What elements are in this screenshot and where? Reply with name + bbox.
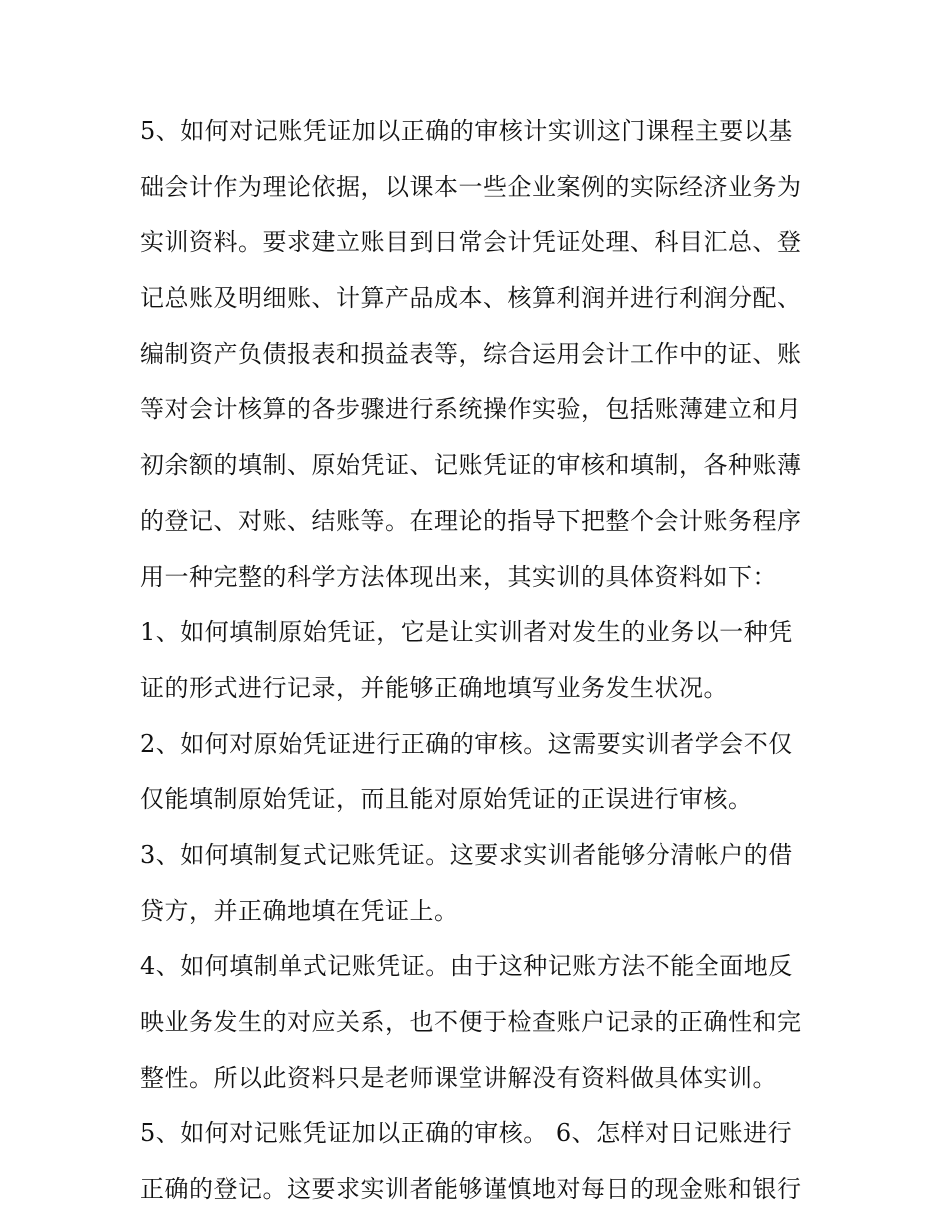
text-line: 仅能填制原始凭证，而且能对原始凭证的正误进行审核。 <box>140 785 753 814</box>
text-line: 3、如何填制复式记账凭证。这要求实训者能够分清帐户的借 <box>140 840 793 869</box>
text-line: 记总账及明细账、计算产品成本、核算利润并进行利润分配、 <box>140 284 802 313</box>
text-line: 初余额的填制、原始凭证、记账凭证的审核和填制，各种账薄 <box>140 451 802 480</box>
text-line: 2、如何对原始凭证进行正确的审核。这需要实训者学会不仅 <box>140 729 793 758</box>
text-line: 整性。所以此资料只是老师课堂讲解没有资料做具体实训。 <box>140 1063 777 1092</box>
document-body <box>140 112 820 1226</box>
text-line: 用一种完整的科学方法体现出来，其实训的具体资料如下： <box>140 562 777 591</box>
text-line: 础会计作为理论依据，以课本一些企业案例的实际经济业务为 <box>140 172 802 201</box>
text-line: 映业务发生的对应关系，也不便于检查账户记录的正确性和完 <box>140 1008 802 1036</box>
text-line: 等对会计核算的各步骤进行系统操作实验，包括账薄建立和月 <box>140 395 802 424</box>
text-line: 1、如何填制原始凭证，它是让实训者对发生的业务以一种凭 <box>140 618 793 647</box>
text-line: 5、如何对记账凭证加以正确的审核。 6、怎样对日记账进行 <box>140 1119 793 1148</box>
text-line: 证的形式进行记录，并能够正确地填写业务发生状况。 <box>140 673 728 702</box>
text-line: 贷方，并正确地填在凭证上。 <box>140 896 459 925</box>
text-line: 5、如何对记账凭证加以正确的审核计实训这门课程主要以基 <box>140 117 793 145</box>
text-line: 编制资产负债报表和损益表等，综合运用会计工作中的证、账 <box>140 339 802 368</box>
text-line: 实训资料。要求建立账目到日常会计凭证处理、科目汇总、登 <box>140 228 802 257</box>
text-line: 的登记、对账、结账等。在理论的指导下把整个会计账务程序 <box>140 506 802 535</box>
text-line: 正确的登记。这要求实训者能够谨慎地对每日的现金账和银行 <box>140 1175 802 1204</box>
text-line: 4、如何填制单式记账凭证。由于这种记账方法不能全面地反 <box>140 952 793 981</box>
